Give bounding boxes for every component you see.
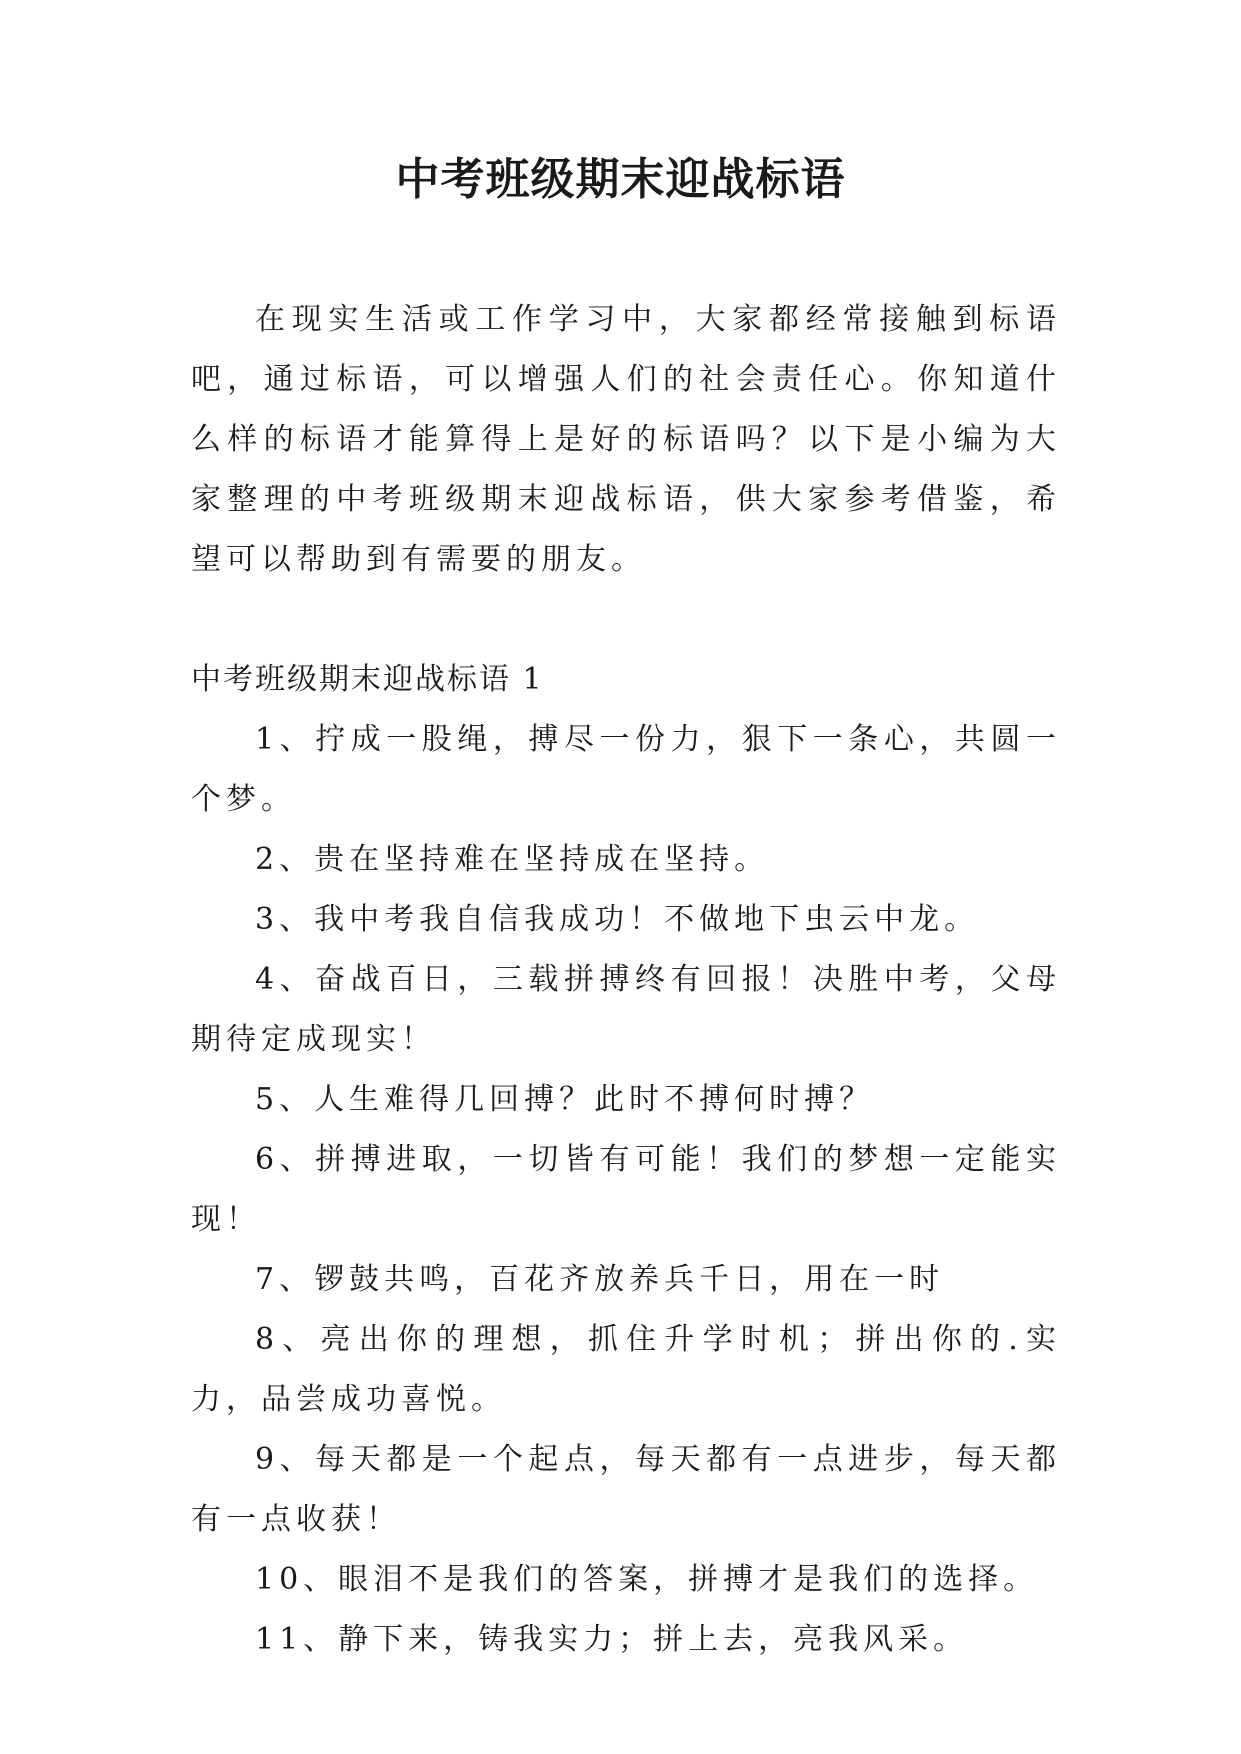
slogan-item-7: 7、锣鼓共鸣，百花齐放养兵千日，用在一时 bbox=[255, 1262, 945, 1297]
page-title: 中考班级期末迎战标语 bbox=[395, 154, 846, 205]
slogan-item-1: 1、拧成一股绳，搏尽一份力，狠下一条心，共圆一个梦。 bbox=[191, 722, 1061, 817]
intro-paragraph: 在现实生活或工作学习中，大家都经常接触到标语吧，通过标语，可以增强人们的社会责任心。你知道什么样的标语才能算得上是好的标语吗？以下是小编为大家整理的中考班级期末迎战标语，供大家参考借鉴，希望可以帮助到有需要的朋友。 bbox=[191, 302, 1061, 577]
slogan-item-8: 8、亮出你的理想，抓住升学时机；拼出你的.实力，品尝成功喜悦。 bbox=[191, 1322, 1061, 1417]
slogan-item-6: 6、拼搏进取，一切皆有可能！我们的梦想一定能实现！ bbox=[191, 1142, 1061, 1237]
slogan-item-2: 2、贵在坚持难在坚持成在坚持。 bbox=[255, 842, 770, 877]
slogan-item-4: 4、奋战百日，三载拼搏终有回报！决胜中考，父母期待定成现实！ bbox=[191, 962, 1061, 1057]
slogan-item-9: 9、每天都是一个起点，每天都有一点进步，每天都有一点收获！ bbox=[191, 1442, 1061, 1537]
document-body bbox=[191, 290, 1061, 1670]
slogan-item-5: 5、人生难得几回搏？此时不搏何时搏？ bbox=[255, 1082, 875, 1117]
slogan-item-3: 3、我中考我自信我成功！不做地下虫云中龙。 bbox=[255, 902, 980, 937]
slogan-item-11: 11、静下来，铸我实力；拼上去，亮我风采。 bbox=[255, 1622, 969, 1657]
section-heading: 中考班级期末迎战标语 1 bbox=[191, 662, 544, 697]
slogan-item-10: 10、眼泪不是我们的答案，拼搏才是我们的选择。 bbox=[255, 1562, 1039, 1597]
